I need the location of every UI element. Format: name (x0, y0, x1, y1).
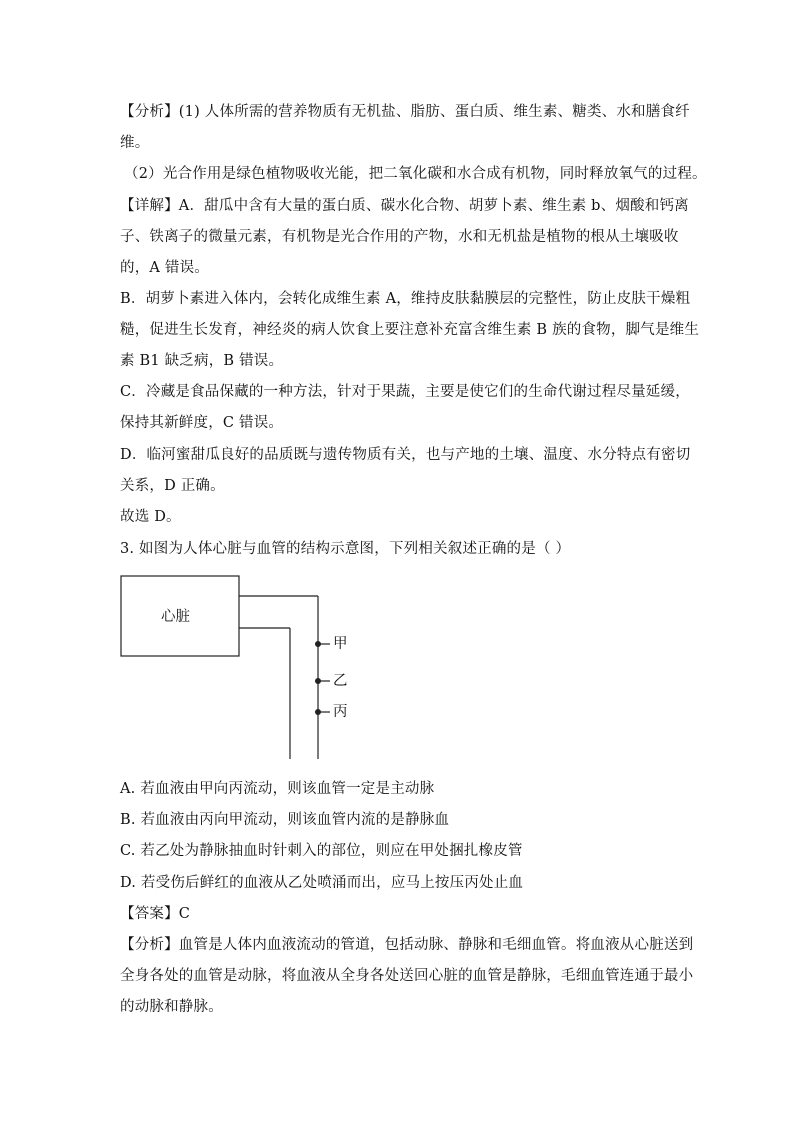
point-jia-label: 甲 (333, 636, 348, 652)
detail-option-d-line-1: D．临河蜜甜瓜良好的品质既与遗传物质有关，也与产地的土壤、温度、水分特点有密切 (120, 447, 691, 463)
point-bing-label: 丙 (333, 704, 348, 720)
detail-option-b-line-2: 糙，促进生长发育，神经炎的病人饮食上要注意补充富含维生素 B 族的食物，脚气是维生 (120, 322, 700, 338)
detail-option-a-line-1: 【详解】A．甜瓜中含有大量的蛋白质、碳水化合物、胡萝卜素、维生素 b、烟酸和钙离 (120, 198, 689, 214)
detail-option-d-line-2: 关系，D 正确。 (120, 478, 225, 494)
detail-option-b-line-3: 素 B1 缺乏病，B 错误。 (120, 353, 284, 369)
detail-option-c-line-1: C．冷藏是食品保藏的一种方法，针对于果蔬，主要是使它们的生命代谢过程尽量延缓， (120, 384, 690, 400)
option-c: C. 若乙处为静脉抽血时针刺入的部位，则应在甲处捆扎橡皮管 (120, 843, 523, 859)
analysis-line-1: 【分析】(1) 人体所需的营养物质有无机盐、脂肪、蛋白质、维生素、糖类、水和膳食纤 (120, 104, 690, 120)
detail-option-a-line-2: 子、铁离子的微量元素，有机物是光合作用的产物，水和无机盐是植物的根从土壤吸收 (120, 229, 679, 245)
question-3-stem: 3. 如图为人体心脏与血管的结构示意图，下列相关叙述正确的是（ ） (120, 541, 571, 557)
option-b: B. 若血液由丙向甲流动，则该血管内流的是静脉血 (120, 812, 450, 828)
detail-conclusion: 故选 D。 (120, 509, 181, 525)
heart-vessel-diagram (120, 573, 380, 763)
detail-option-c-line-2: 保持其新鲜度，C 错误。 (120, 415, 284, 431)
q3-analysis-line-1: 【分析】血管是人体内血液流动的管道，包括动脉、静脉和毛细血管。将血液从心脏送到 (120, 937, 694, 953)
analysis-line-2: 维。 (120, 135, 150, 151)
detail-option-b-line-1: B．胡萝卜素进入体内，会转化成维生素 A，维持皮肤黏膜层的完整性，防止皮肤干燥粗 (120, 291, 691, 307)
analysis-line-3: （2）光合作用是绿色植物吸收光能，把二氧化碳和水合成有机物，同时释放氧气的过程。 (124, 166, 707, 182)
detail-option-a-line-3: 的，A 错误。 (120, 260, 209, 276)
q3-analysis-line-2: 全身各处的血管是动脉，将血液从全身各处送回心脏的血管是静脉，毛细血管连通于最小 (120, 968, 694, 984)
answer: 【答案】C (120, 906, 191, 922)
point-yi-label: 乙 (333, 673, 348, 689)
option-a: A. 若血液由甲向丙流动，则该血管一定是主动脉 (120, 781, 435, 797)
q3-analysis-line-3: 的动脉和静脉。 (120, 999, 223, 1015)
option-d: D. 若受伤后鲜红的血液从乙处喷涌而出，应马上按压丙处止血 (120, 875, 524, 891)
heart-vessel-svg (120, 573, 380, 763)
heart-label: 心脏 (161, 609, 190, 625)
